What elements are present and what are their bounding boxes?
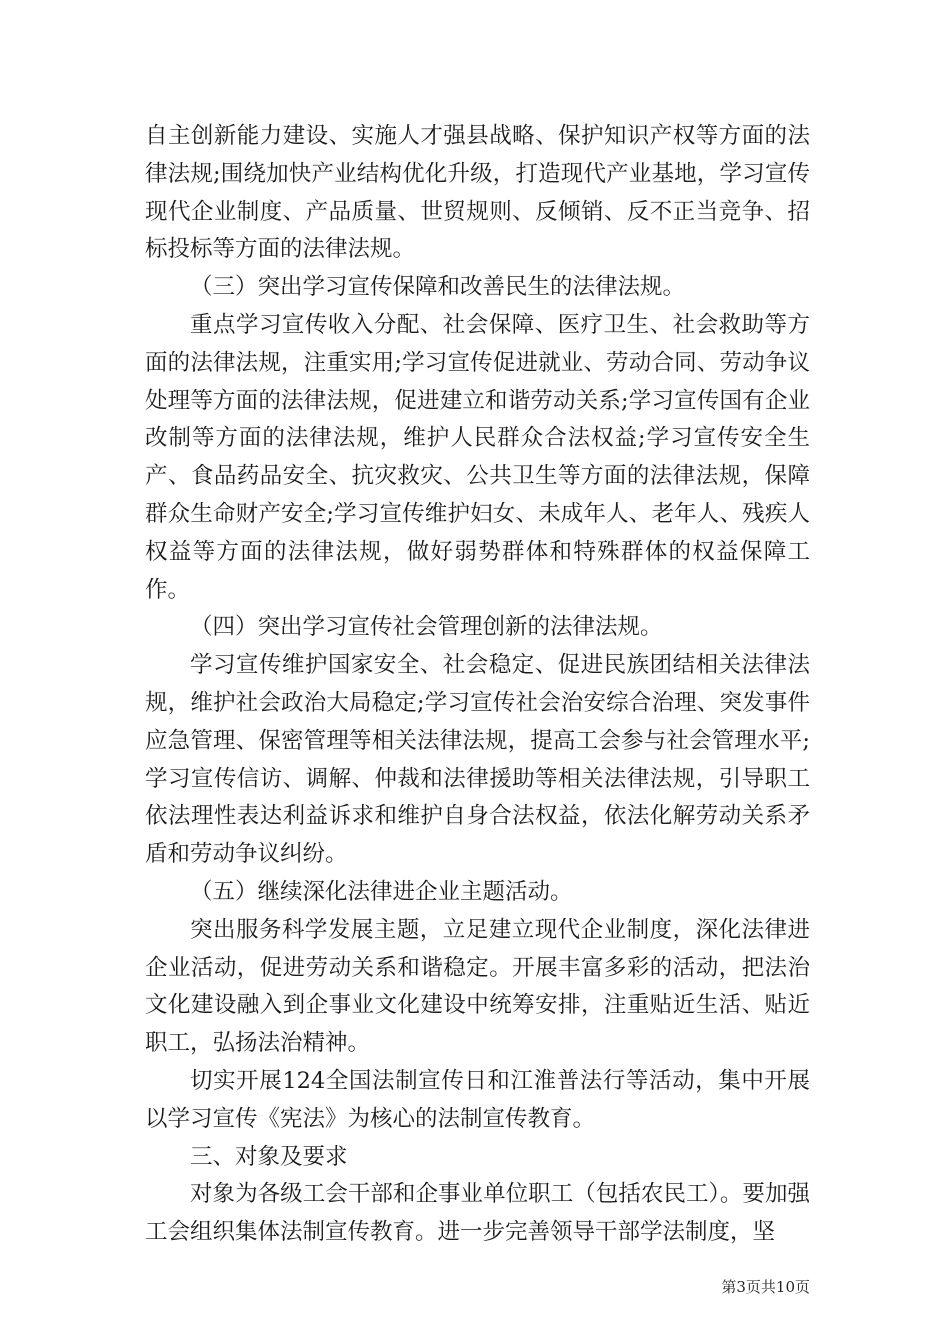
paragraph-social-management: 学习宣传维护国家安全、社会稳定、促进民族团结相关法律法规，维护社会政治大局稳定;学习宣传社会治安综合治理、突发事件应急管理、保密管理等相关法律法规，提高工会参与社会管理水平;学习宣传信访、调解、仲裁和法律援助等相关法律法规，引导职工依法理性表达利益诉求和维护自身合法权益，依法化解劳动关系矛盾和劳动争议纠纷。 [145,652,810,868]
paragraph-livelihood: 重点学习宣传收入分配、社会保障、医疗卫生、社会救助等方面的法律法规，注重实用;学习宣传促进就业、劳动合同、劳动争议处理等方面的法律法规，促进建立和谐劳动关系;学习宣传国有企业改制等方面的法律法规，维护人民群众合法权益;学习宣传安全生产、食品药品安全、抗灾救灾、公共卫生等方面的法律法规，保障群众生命财产安全;学习宣传维护妇女、未成年人、老年人、残疾人权益等方面的法律法规，做好弱势群体和特殊群体的权益保障工作。 [145,311,810,603]
page-number-footer: 第3页共10页 [721,1278,810,1296]
document-body [145,118,810,1252]
paragraph-legal-day: 切实开展124全国法制宣传日和江淮普法行等活动，集中开展以学习宣传《宪法》为核心的法制宣传教育。 [145,1067,810,1132]
section-heading-3: （三）突出学习宣传保障和改善民生的法律法规。 [190,274,686,301]
section-heading-5: （五）继续深化法律进企业主题活动。 [190,878,573,905]
paragraph-law-into-enterprise: 突出服务科学发展主题，立足建立现代企业制度，深化法律进企业活动，促进劳动关系和谐稳定。开展丰富多彩的活动，把法治文化建设融入到企事业文化建设中统筹安排，注重贴近生活、贴近职工，弘扬法治精神。 [145,916,810,1057]
paragraph-objects: 对象为各级工会干部和企事业单位职工（包括农民工）。要加强工会组织集体法制宣传教育。进一步完善领导干部学法制度，坚 [145,1181,810,1246]
section-heading-objects: 三、对象及要求 [190,1143,348,1170]
section-heading-4: （四）突出学习宣传社会管理创新的法律法规。 [190,614,663,641]
paragraph-continuation: 自主创新能力建设、实施人才强县战略、保护知识产权等方面的法律法规;围绕加快产业结构优化升级，打造现代产业基地，学习宣传现代企业制度、产品质量、世贸规则、反倾销、反不正当竞争、招标投标等方面的法律法规。 [145,123,810,263]
